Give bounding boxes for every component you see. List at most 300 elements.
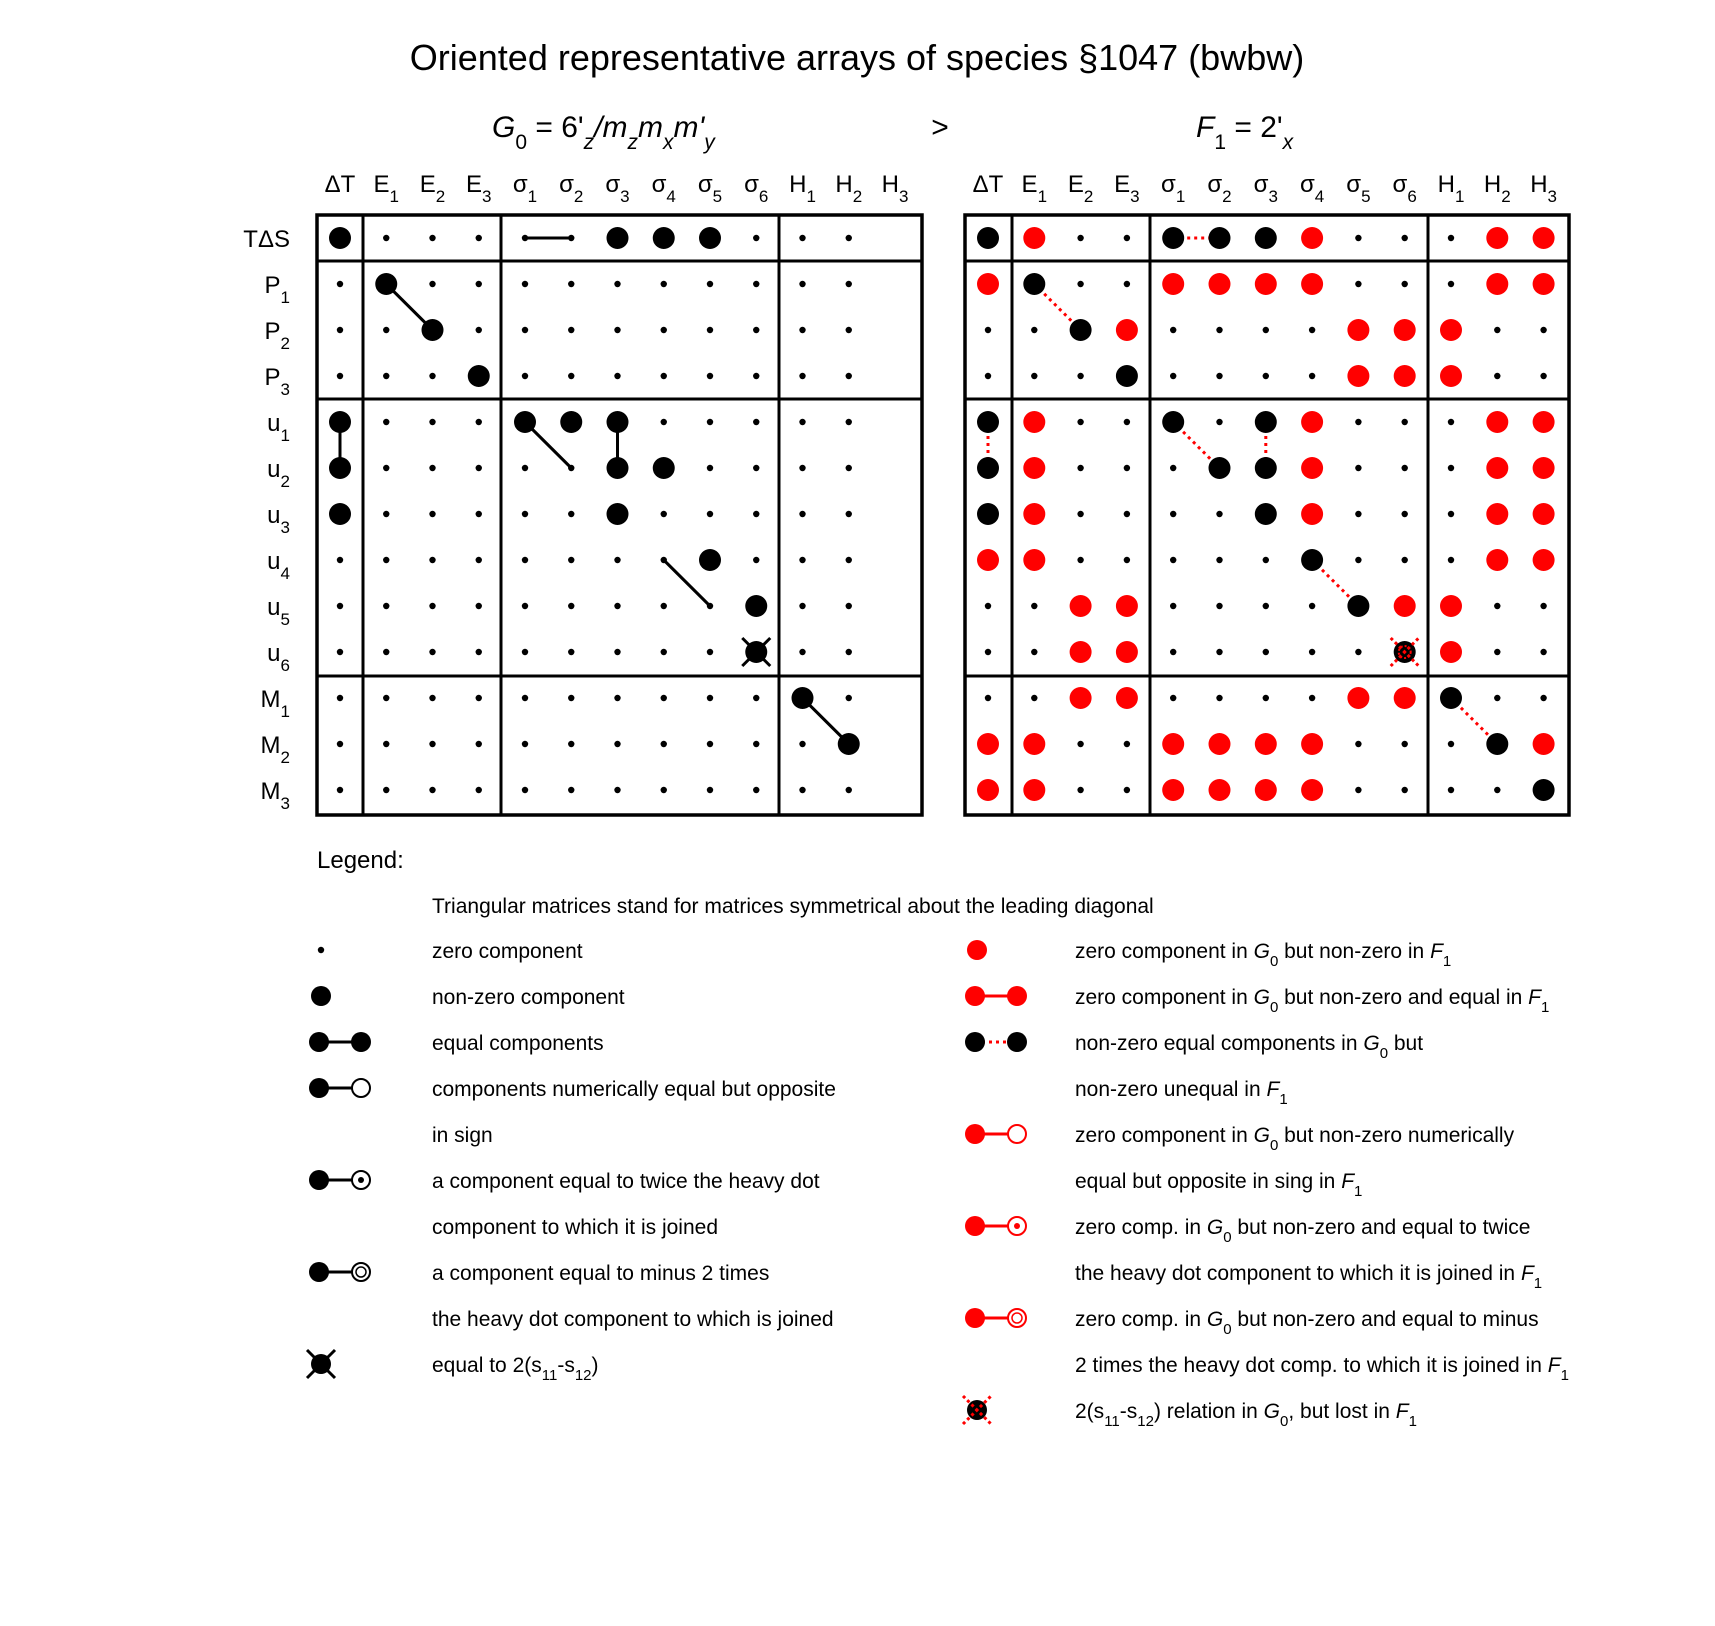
zero-component-dot [1170,557,1176,563]
zero-component-dot [337,603,343,609]
right-array-f1 [965,171,1569,815]
left-legend-text-minus-two-link: a component equal to minus 2 times [432,1262,770,1285]
column-label-e1: $E_1$ [373,171,399,206]
zero-component-dot [522,787,528,793]
zero-component-dot [383,649,389,655]
zero-component-dot [661,557,667,563]
zero-in-g0-nonzero-in-f1-dot [1486,549,1508,571]
non-zero-component-dot [1162,411,1184,433]
zero-component-dot [476,695,482,701]
zero-component-dot [661,373,667,379]
zero-in-g0-nonzero-in-f1-dot [1533,549,1555,571]
zero-component-dot [1077,281,1083,287]
non-zero-component-dot [792,687,814,709]
zero-in-g0-nonzero-in-f1-dot [1394,319,1416,341]
zero-component-dot [429,741,435,747]
zero-in-g0-nonzero-in-f1-dot [1486,503,1508,525]
zero-component-dot [383,235,389,241]
zero-component-dot [846,695,852,701]
non-zero-component-dot [699,549,721,571]
zero-in-g0-nonzero-in-f1-dot [1486,227,1508,249]
zero-component-dot [1031,695,1037,701]
zero-component-dot [846,465,852,471]
red-equal-link-legend-icon [965,986,1027,1006]
column-label-e3: $E_3$ [1114,171,1140,206]
zero-component-dot [429,373,435,379]
zero-component-dot [707,419,713,425]
zero-component-dot [1309,695,1315,701]
zero-component-dot [1448,281,1454,287]
zero-component-dot [661,511,667,517]
non-zero-component-dot [1533,779,1555,801]
zero-component-dot [522,649,528,655]
zero-component-dot [1077,557,1083,563]
zero-in-g0-nonzero-in-f1-dot [1486,273,1508,295]
zero-in-g0-nonzero-in-f1-dot [1394,687,1416,709]
zero-component-dot [753,557,759,563]
zero-component-dot [846,649,852,655]
column-label-h3: $H_3$ [881,171,909,206]
zero-component-dot [568,603,574,609]
zero-in-g0-nonzero-in-f1-dot [1070,687,1092,709]
legend [307,847,1569,1430]
non-zero-component-dot [607,227,629,249]
zero-component-dot [846,603,852,609]
zero-in-g0-nonzero-in-f1-dot [1209,733,1231,755]
zero-component-dot [846,419,852,425]
zero-component-dot [1402,235,1408,241]
non-zero-component-dot [1255,227,1277,249]
zero-component-dot [1494,787,1500,793]
zero-component-dot [522,327,528,333]
zero-component-dot [429,557,435,563]
column-label-4: $\sigma_4$ [1299,171,1325,206]
zero-component-dot [337,327,343,333]
zero-component-dot [1031,373,1037,379]
non-zero-component-dot [1486,733,1508,755]
row-label-p2: $P_2$ [264,318,290,353]
column-label-3: $\sigma_3$ [605,171,630,206]
zero-component-dot [1448,511,1454,517]
row-label-u5: $u_5$ [267,594,290,629]
zero-component-dot [1124,465,1130,471]
zero-component-dot [707,787,713,793]
zero-component-dot [429,235,435,241]
right-legend-text-red-opposite-link: zero component in $G_0$ but non-zero numerically [1075,1124,1515,1154]
zero-component-dot [753,327,759,333]
zero-component-dot [383,465,389,471]
zero-component-dot [383,327,389,333]
zero-component-dot [1170,373,1176,379]
zero-component-dot [1216,419,1222,425]
zero-component-dot [1448,741,1454,747]
zero-component-dot [753,695,759,701]
zero-component-dot [707,511,713,517]
zero-component-dot [383,419,389,425]
non-zero-component-dot [653,457,675,479]
zero-in-g0-nonzero-in-f1-dot [1162,779,1184,801]
twice-link-legend-icon [309,1170,370,1190]
zero-component-dot [1124,281,1130,287]
non-zero-component-dot [977,411,999,433]
zero-component-dot [1540,373,1546,379]
zero-component-dot [753,281,759,287]
zero-component-dot [476,649,482,655]
zero-component-dot [568,557,574,563]
column-label-1: $\sigma_1$ [1161,171,1186,206]
zero-component-dot [1263,603,1269,609]
left-links [340,238,849,744]
equal-link-legend-icon [309,1032,371,1052]
zero-component-dot [661,787,667,793]
zero-component-dot [1031,327,1037,333]
zero-component-dot [476,741,482,747]
zero-component-dot [707,603,713,609]
zero-in-g0-nonzero-in-f1-dot [1347,687,1369,709]
zero-component-dot [985,695,991,701]
zero-component-dot [429,649,435,655]
zero-component-dot [614,603,620,609]
zero-in-g0-nonzero-in-f1-dot [1209,779,1231,801]
zero-component-dot [1540,327,1546,333]
zero-component-dot [1448,557,1454,563]
zero-in-g0-nonzero-in-f1-dot [1533,411,1555,433]
non-zero-component-dot [514,411,536,433]
s11-s12-relation-lost-mark [1391,638,1419,666]
zero-in-g0-nonzero-in-f1-dot [1301,227,1323,249]
zero-component-dot [1355,235,1361,241]
zero-component-dot [383,741,389,747]
zero-component-dot [753,419,759,425]
red-twice-link-legend-icon [965,1216,1026,1236]
zero-in-g0-nonzero-in-f1-dot [1255,733,1277,755]
black-dotted-link-legend-icon [965,1032,1027,1052]
zero-component-dot [383,557,389,563]
zero-component-dot [846,557,852,563]
zero-component-dot [568,787,574,793]
zero-component-dot [1263,557,1269,563]
zero-component-dot [1540,695,1546,701]
row-label-u3: $u_3$ [267,502,290,537]
left-legend-text-twice-link: component to which it is joined [432,1216,718,1239]
zero-component-dot [1355,465,1361,471]
zero-component-dot [568,741,574,747]
zero-component-dot [476,419,482,425]
right-legend-text-black-dotted-link: non-zero equal components in $G_0$ but [1075,1032,1424,1062]
zero-component-dot [1402,419,1408,425]
zero-component-dot [614,327,620,333]
non-zero-component-dot [838,733,860,755]
column-label-h1: $H_1$ [789,171,816,206]
zero-component-dot [1124,235,1130,241]
zero-component-dot [1077,419,1083,425]
zero-component-dot [1540,649,1546,655]
zero-component-dot [1170,511,1176,517]
zero-component-dot [707,649,713,655]
zero-in-g0-nonzero-in-f1-dot [977,733,999,755]
zero-in-g0-nonzero-in-f1-dot [1440,365,1462,387]
column-label-5: $\sigma_5$ [697,171,723,206]
non-zero-component-dot [422,319,444,341]
zero-in-g0-nonzero-in-f1-dot [1023,779,1045,801]
group-relation-sign: > [931,111,949,144]
row-label-m3: $M_3$ [260,778,290,813]
zero-component-dot [661,649,667,655]
zero-component-dot [522,373,528,379]
zero-in-g0-nonzero-in-f1-dot [1023,733,1045,755]
zero-in-g0-nonzero-in-f1-dot [1116,641,1138,663]
zero-in-g0-nonzero-in-f1-dot [1255,779,1277,801]
zero-in-g0-nonzero-in-f1-dot [1533,503,1555,525]
zero-component-dot [707,741,713,747]
zero-in-g0-nonzero-in-f1-dot [1440,319,1462,341]
zero-component-dot [985,603,991,609]
zero-component-dot [476,603,482,609]
zero-component-dot [383,603,389,609]
zero-component-dot [753,465,759,471]
non-zero-component-dot [1209,457,1231,479]
zero-component-dot [1124,741,1130,747]
zero-in-g0-nonzero-in-f1-dot [1209,273,1231,295]
zero-component-dot [1494,649,1500,655]
column-label-h2: $H_2$ [1483,171,1511,206]
zero-component-dot [568,373,574,379]
zero-in-g0-nonzero-in-f1-dot [1301,411,1323,433]
zero-component-dot [1077,373,1083,379]
column-label-e1: $E_1$ [1021,171,1048,206]
diagram-title: Oriented representative arrays of species §1047 (bwbw) [409,37,1305,78]
zero-component-dot [985,649,991,655]
zero-component-dot [337,373,343,379]
non-zero-component-dot [329,227,351,249]
zero-component-dot [753,373,759,379]
zero-in-g0-nonzero-in-f1-dot [1347,319,1369,341]
zero-in-g0-nonzero-in-f1-dot [1301,733,1323,755]
right-legend-text-red-dot: zero component in $G_0$ but non-zero in $F_1$ [1075,940,1452,970]
zero-component-dot [1448,419,1454,425]
zero-component-dot [1216,649,1222,655]
right-legend-text-red-opposite-link: equal but opposite in sing in $F_1$ [1075,1170,1363,1200]
zero-component-dot [1263,327,1269,333]
zero-component-dot [1494,373,1500,379]
zero-component-dot [1077,235,1083,241]
zero-component-dot [707,465,713,471]
zero-component-dot [799,235,805,241]
zero-component-dot [661,695,667,701]
red-cross-dot-legend-icon [963,1396,991,1424]
non-zero-component-dot [1162,227,1184,249]
zero-component-dot [799,465,805,471]
zero-component-dot [846,511,852,517]
zero-component-dot [1309,373,1315,379]
zero-in-g0-nonzero-in-f1-dot [1440,641,1462,663]
zero-component-dot [1355,649,1361,655]
zero-component-dot [707,327,713,333]
zero-component-dot [985,327,991,333]
zero-component-dot [985,373,991,379]
zero-component-dot [1124,557,1130,563]
right-legend-text-red-equal-link: zero component in $G_0$ but non-zero and equal in $F_1$ [1075,986,1550,1016]
zero-in-g0-nonzero-in-f1-dot [1116,595,1138,617]
non-zero-component-dot [375,273,397,295]
non-zero-component-dot [607,503,629,525]
zero-component-dot [337,787,343,793]
zero-component-dot [1448,235,1454,241]
left-legend-text-twice-link: a component equal to twice the heavy dot [432,1170,820,1193]
right-links [988,238,1497,744]
zero-in-g0-nonzero-in-f1-dot [1023,227,1045,249]
left-legend-text-cross-dot: equal to $2(s_{11}-s_{12})$ [432,1354,599,1384]
non-zero-component-dot [1116,365,1138,387]
group-symbol-f1: $F_1 = 2'_x$ [1196,111,1294,154]
zero-in-g0-nonzero-in-f1-dot [1301,503,1323,525]
right-group-header [1196,111,1295,154]
right-legend-text-red-minus-two-link: 2 times the heavy dot comp. to which it is joined in $F_1$ [1075,1354,1569,1384]
left-group-header [492,111,716,154]
column-label-e2: $E_2$ [1067,171,1094,206]
zero-component-dot [383,787,389,793]
zero-component-dot [614,373,620,379]
non-zero-component-dot [977,227,999,249]
left-legend-text-big-dot: non-zero component [432,986,625,1009]
zero-component-dot [429,281,435,287]
zero-component-dot [1216,557,1222,563]
zero-component-dot [1170,327,1176,333]
zero-in-g0-nonzero-in-f1-dot [1023,549,1045,571]
right-legend-text-black-dotted-link: non-zero unequal in $F_1$ [1075,1078,1288,1108]
zero-component-dot [429,695,435,701]
zero-component-dot [522,741,528,747]
zero-component-dot [522,557,528,563]
zero-in-g0-nonzero-in-f1-dot [1255,273,1277,295]
zero-component-dot [383,695,389,701]
column-label-t: ΔT [972,171,1004,198]
zero-component-dot [1263,695,1269,701]
zero-component-dot [383,511,389,517]
zero-component-dot [753,787,759,793]
non-zero-component-dot [1301,549,1323,571]
zero-component-dot [1355,741,1361,747]
zero-component-dot [1216,373,1222,379]
zero-component-dot [614,741,620,747]
big-dot-legend-icon [311,986,331,1006]
zero-component-dot [753,741,759,747]
zero-in-g0-nonzero-in-f1-dot [1394,365,1416,387]
left-legend-text-minus-two-link: the heavy dot component to which is joined [432,1308,834,1331]
zero-in-g0-nonzero-in-f1-dot [977,273,999,295]
zero-in-g0-nonzero-in-f1-dot [1023,503,1045,525]
zero-in-g0-nonzero-in-f1-dot [1394,595,1416,617]
zero-component-dot [1031,603,1037,609]
zero-in-g0-nonzero-in-f1-dot [1486,457,1508,479]
left-legend-text-opposite-link: in sign [432,1124,493,1147]
zero-component-dot [1309,603,1315,609]
zero-component-dot [1448,787,1454,793]
zero-component-dot [799,419,805,425]
row-label-u6: $u_6$ [267,640,290,675]
zero-in-g0-nonzero-in-f1-dot [1023,411,1045,433]
column-label-t: ΔT [324,171,356,198]
minus-two-link-legend-icon [309,1262,370,1282]
column-label-6: $\sigma_6$ [1392,171,1417,206]
non-zero-component-dot [653,227,675,249]
zero-in-g0-nonzero-in-f1-dot [1486,411,1508,433]
zero-component-dot [568,235,574,241]
zero-component-dot [707,281,713,287]
zero-component-dot [1216,695,1222,701]
zero-in-g0-nonzero-in-f1-dot [1070,595,1092,617]
non-zero-component-dot [1209,227,1231,249]
red-dot-legend-icon [967,940,987,960]
column-label-2: $\sigma_2$ [559,171,584,206]
non-zero-component-dot [1255,503,1277,525]
non-zero-component-dot [1347,595,1369,617]
zero-in-g0-nonzero-in-f1-dot [977,549,999,571]
red-opposite-link-legend-icon [965,1124,1026,1144]
column-label-h3: $H_3$ [1530,171,1558,206]
zero-component-dot [476,557,482,563]
column-label-h1: $H_1$ [1437,171,1465,206]
zero-component-dot [661,741,667,747]
column-label-1: $\sigma_1$ [512,171,538,206]
zero-component-dot [1448,465,1454,471]
zero-component-dot [1402,465,1408,471]
zero-component-dot [568,281,574,287]
row-label-u4: $u_4$ [267,548,290,583]
left-legend-text-small-dot: zero component [432,940,583,963]
zero-component-dot [1309,327,1315,333]
zero-component-dot [1402,281,1408,287]
non-zero-component-dot [607,457,629,479]
zero-component-dot [1170,603,1176,609]
zero-component-dot [568,695,574,701]
zero-component-dot [522,465,528,471]
zero-component-dot [1355,281,1361,287]
zero-in-g0-nonzero-in-f1-dot [1162,733,1184,755]
zero-in-g0-nonzero-in-f1-dot [1533,227,1555,249]
zero-component-dot [1077,465,1083,471]
non-zero-component-dot [977,457,999,479]
zero-component-dot [1263,649,1269,655]
zero-component-dot [1170,695,1176,701]
zero-component-dot [753,235,759,241]
s11-s12-relation-mark [742,638,770,666]
zero-component-dot [429,465,435,471]
zero-component-dot [846,281,852,287]
zero-component-dot [429,511,435,517]
zero-component-dot [1216,511,1222,517]
right-legend-text-red-minus-two-link: zero comp. in $G_0$ but non-zero and equal to minus [1075,1308,1539,1338]
zero-component-dot [661,603,667,609]
row-label-p3: $P_3$ [264,364,290,399]
zero-component-dot [568,327,574,333]
zero-component-dot [846,327,852,333]
left-array-g0 [317,171,922,815]
zero-component-dot [753,511,759,517]
zero-component-dot [1263,373,1269,379]
non-zero-component-dot [1255,411,1277,433]
column-label-6: $\sigma_6$ [744,171,769,206]
non-zero-component-dot [329,411,351,433]
zero-component-dot [1170,465,1176,471]
left-legend-text-opposite-link: components numerically equal but opposite [432,1078,836,1101]
non-zero-component-dot [607,411,629,433]
zero-component-dot [1077,511,1083,517]
zero-in-g0-nonzero-in-f1-dot [1301,779,1323,801]
zero-component-dot [476,465,482,471]
zero-component-dot [1170,649,1176,655]
zero-component-dot [799,603,805,609]
